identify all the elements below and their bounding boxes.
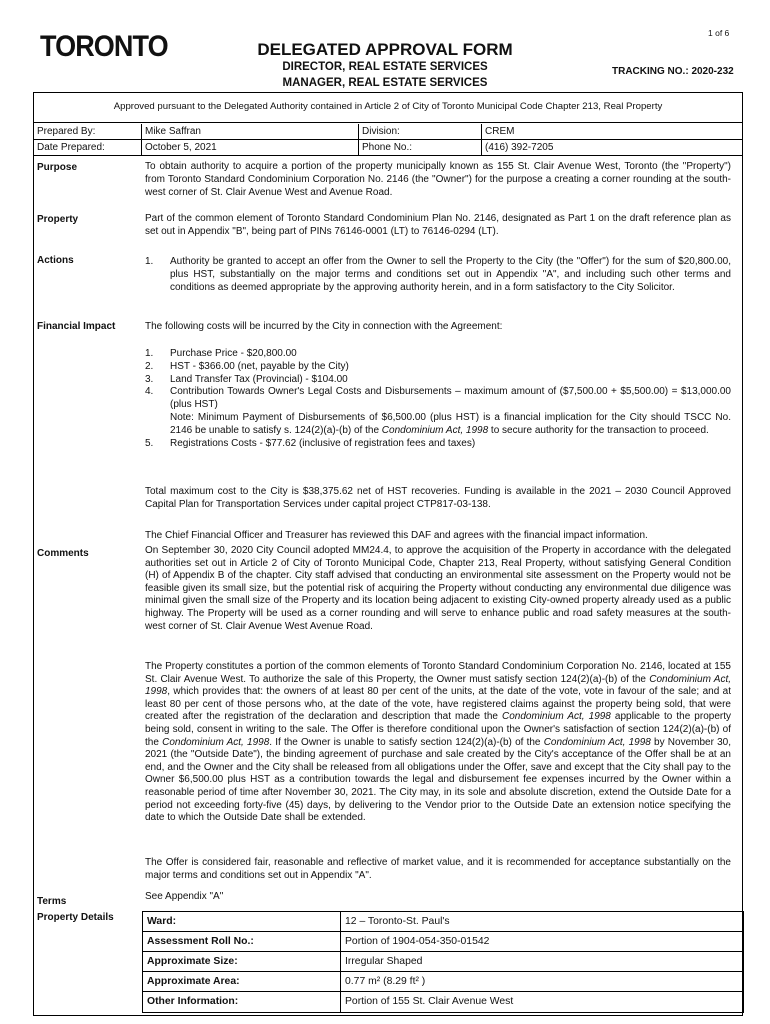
cost-item-text: Purchase Price - $20,800.00 (170, 348, 297, 359)
divider (481, 124, 482, 156)
list-number: 4. (145, 386, 154, 398)
form-subtitle-manager: MANAGER, REAL ESTATE SERVICES (282, 77, 488, 89)
detail-value: 0.77 m² (8.29 ft² ) (345, 976, 426, 987)
table-row (143, 932, 743, 952)
comment-text: , which provides that: the owners of at least 80 per cent of the units, at the date of the vote, vote in favour of the sale; and at least 80 per cent of those persons who, at the date of the vote, have registered claims against the property being sold, that were created after the registration of the declaration and description that made the (145, 686, 731, 723)
disbursement-note (170, 412, 731, 436)
tracking-number: TRACKING NO.: 2020-232 (612, 66, 734, 77)
prepared-by-label: Prepared By: (37, 126, 96, 137)
cost-item-text: Land Transfer Tax (Provincial) - $104.00 (170, 373, 348, 385)
table-row (143, 912, 743, 932)
table-row (143, 952, 743, 972)
table-row (143, 992, 743, 1012)
list-item (145, 374, 731, 387)
purpose-label: Purpose (37, 162, 78, 173)
prepared-by-value: Mike Saffran (145, 126, 201, 137)
comment-text: The Property constitutes a portion of the common elements of Toronto Standard Condominium Corporation No. 2146, located at 155 St. Clair Avenue West. To authorize the sale of this Property, the Owner must satisfy section 124(2)(a)-(b) of the (145, 661, 731, 685)
terms-label: Terms (37, 896, 67, 907)
date-prepared-value: October 5, 2021 (145, 142, 217, 153)
cfo-review-text: The Chief Financial Officer and Treasurer has reviewed this DAF and agrees with the financial impact information. (145, 530, 648, 541)
division-label: Division: (362, 126, 400, 137)
act-name: Condominium Act, 1998 (162, 736, 270, 748)
list-item (145, 438, 731, 451)
detail-key: Other Information: (143, 992, 341, 1012)
comments-paragraph-3: The Offer is considered fair, reasonable and reflective of market value, and it is recommended for acceptance substantially on the major terms and conditions set out in Appendix "A". (145, 857, 731, 881)
list-number: 3. (145, 373, 154, 385)
cost-item-text: HST - $366.00 (net, payable by the City) (170, 360, 349, 372)
comments-paragraph-1: On September 30, 2020 City Council adopted MM24.4, to approve the acquisition of the Property in accordance with the delegated authorities set out in Article 2 of City of Toronto Municipal Code, Chapter 213, Real Property, without satisfying General Condition (H) of Appendix B of the chapter. City staff advised that conducting an environmental site assessment on the Property would not be feasible given its small size, but the potential risk of acquiring the Property without conducting any environmental due diligence was minimal given the small size of the Property and its location being adjacent to existing City-owned property already used as a public highway. The Property will be used as a corner rounding and will serve to enhance public and road safety measures at the south-west corner of St. Clair Avenue West Avenue Road. (145, 545, 731, 632)
form-title: DELEGATED APPROVAL FORM (257, 40, 513, 59)
list-number: 2. (145, 360, 154, 372)
property-text: Part of the common element of Toronto Standard Condominium Plan No. 2146, designated as Part 1 on the draft reference plan as set out in Appendix "B", being part of PINs 76146-0001 (LT) to 76146-0294 (LT). (145, 213, 731, 237)
logo-wordmark: TORONTO (40, 30, 168, 63)
toronto-logo (38, 24, 178, 70)
list-item (145, 256, 731, 294)
list-number: 1. (145, 348, 154, 359)
list-item (145, 361, 731, 374)
date-prepared-label: Date Prepared: (37, 142, 105, 153)
comment-text: applicable to the property being sold, consent in writing to the sale. The Offer is therefore conditional upon the Owner's satisfaction of section 124(2)(a)-(b) of the (145, 711, 731, 748)
page-number: 1 of 6 (708, 28, 730, 38)
detail-value: Portion of 1904-054-350-01542 (345, 936, 490, 947)
approved-pursuant-line: Approved pursuant to the Delegated Authority contained in Article 2 of City of Toronto Municipal Code Chapter 213, Real Property (34, 93, 742, 123)
detail-key: Approximate Area: (143, 972, 341, 991)
comments-label: Comments (37, 548, 89, 559)
form-frame (33, 92, 743, 1016)
financial-intro: The following costs will be incurred by the City in connection with the Agreement: (145, 321, 503, 332)
detail-value: Irregular Shaped (345, 956, 423, 967)
act-name: Condominium Act, 1998 (543, 736, 651, 748)
note-act-name: Condominium Act, 1998 (381, 424, 489, 436)
list-number: 1. (145, 256, 154, 267)
note-text: Note: Minimum Payment of Disbursements of $6,500.00 (plus HST) is a financial implication for the City should TSCC No. 2146 be unable to satisfy s. 124(2)(a)-(b) of the (170, 411, 731, 436)
detail-key: Assessment Roll No.: (143, 932, 341, 951)
phone-value: (416) 392-7205 (485, 142, 554, 153)
comment-text: by November 30, 2021 (the "Outside Date"), the binding agreement of purchase and sale created by the City's acceptance of the Offer shall be at an end, and the Owner and the City shall be released from all obligations under the Offer, save and except that the City shall pay to the Owner $6,500.00 plus HST as a contribution towards the legal and disbursement fee expenses incurred by the Owner within a reasonable period of time after November 30, 2021. The City may, in its sole and absolute discretion, extend the Outside Date for a period not exceeding forty-five (45) days, by delivering to the Vendor prior to the Outside Date an extension notice specifying the date to which the Outside Date shall be extended. (145, 736, 731, 824)
property-label: Property (37, 214, 79, 225)
cost-list (145, 348, 731, 450)
property-details-label: Property Details (37, 912, 114, 923)
divider (358, 124, 359, 156)
note-text: to secure authority for the transaction to proceed. (488, 424, 709, 436)
purpose-text: To obtain authority to acquire a portion of the property municipally known as 155 St. Clair Avenue West, Toronto (the "Property") from Toronto Standard Condominium Corporation No. 2146 (the "Owner") for the purpose a creating a corner rounding at the south-west corner of St. Clair Avenue West and Avenue Road. (145, 161, 731, 198)
terms-text: See Appendix "A" (145, 891, 224, 902)
comments-paragraph-2 (145, 661, 731, 825)
detail-key: Approximate Size: (143, 952, 341, 971)
act-name: Condominium Act, 1998 (502, 711, 611, 723)
form-subtitle-director: DIRECTOR, REAL ESTATE SERVICES (282, 61, 488, 73)
cost-item-text: Registrations Costs - $77.62 (inclusive of registration fees and taxes) (170, 437, 476, 449)
cost-item-text: Contribution Towards Owner's Legal Costs and Disbursements – maximum amount of ($7,500.00 + $5,500.00) = $13,000.00 (plus HST) (170, 386, 731, 411)
list-item (145, 348, 731, 361)
comment-text: . If the Owner is unable to satisfy section 124(2)(a)-(b) of the (269, 736, 544, 748)
detail-value: Portion of 155 St. Clair Avenue West (345, 996, 514, 1007)
action-text: Authority be granted to accept an offer from the Owner to sell the Property to the City (the "Offer") for the sum of $20,800.00, plus HST, substantially on the major terms and conditions set out in Appendix "A", and including such other terms and conditions as deemed appropriate by the approving authority herein, and in a form satisfactory to the City Solicitor. (170, 256, 731, 293)
financial-impact-label: Financial Impact (37, 321, 116, 332)
division-value: CREM (485, 126, 515, 137)
actions-label: Actions (37, 255, 74, 266)
act-name: Condominium Act, 1998 (145, 673, 731, 698)
total-cost-text: Total maximum cost to the City is $38,375.62 net of HST recoveries. Funding is available in the 2021 – 2030 Council Approved Capital Plan for Transportation Services under capital project CTP817-03-138. (145, 486, 731, 510)
divider (141, 124, 142, 156)
table-row (143, 972, 743, 992)
detail-key: Ward: (143, 912, 341, 931)
phone-label: Phone No.: (362, 142, 413, 153)
property-details-table (142, 911, 744, 1013)
detail-value: 12 – Toronto-St. Paul's (345, 916, 450, 927)
list-number: 5. (145, 437, 154, 449)
actions-list (145, 256, 731, 294)
list-item (145, 386, 731, 437)
